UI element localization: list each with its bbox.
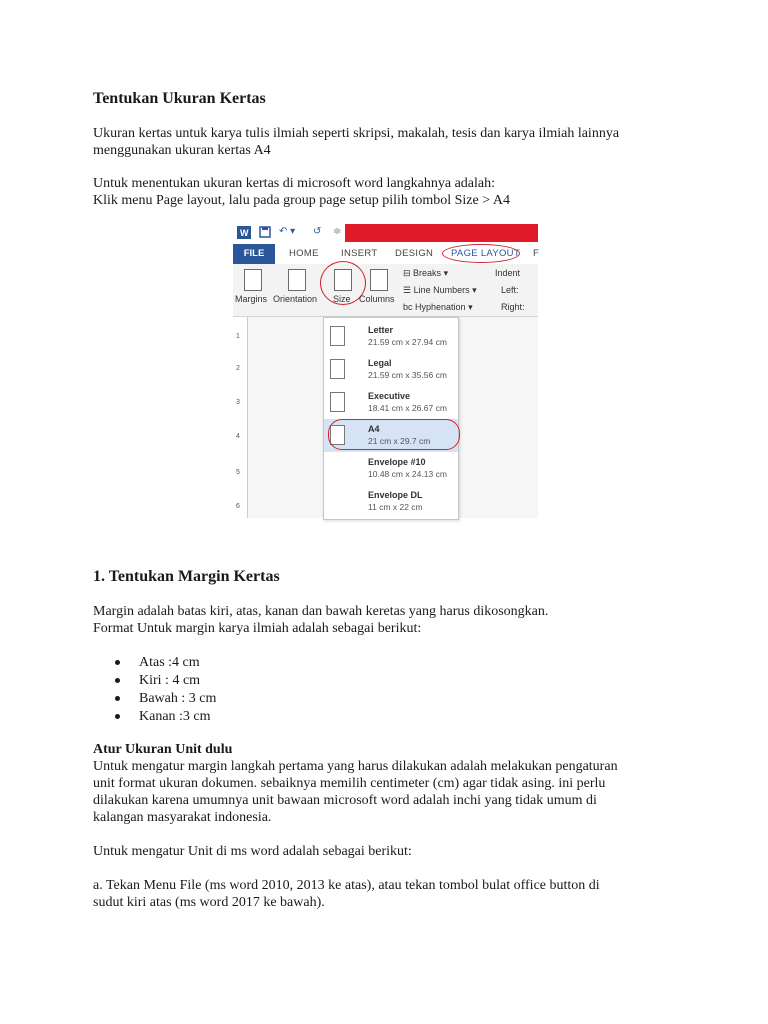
paragraph-line: Ukuran kertas untuk karya tulis ilmiah seperti skripsi, makalah, tesis dan karya ilmiah lainnya [93, 126, 620, 141]
page-icon [330, 359, 345, 379]
size-dims: 10.48 cm x 24.13 cm [368, 469, 447, 479]
paragraph-line: menggunakan ukuran kertas A4 [93, 143, 271, 158]
page-icon [330, 392, 345, 412]
quick-access-toolbar [233, 222, 538, 244]
size-name: Envelope DL [368, 490, 423, 500]
list-item [115, 708, 216, 726]
paragraph-line: Format Untuk margin karya ilmiah adalah sebagai berikut: [93, 621, 422, 636]
customize-icon: ≑ [333, 226, 342, 237]
bullet-icon [115, 696, 120, 701]
size-name: Envelope #10 [368, 457, 426, 467]
paragraph-line: kalangan masyarakat indonesia. [93, 810, 272, 825]
undo-icon: ↶ ▾ [279, 226, 296, 237]
size-dims: 21 cm x 29.7 cm [368, 436, 431, 446]
list-item-text: Kanan :3 cm [139, 709, 211, 724]
size-option-legal [324, 353, 458, 386]
subsection-title: Atur Ukuran Unit dulu [93, 742, 233, 757]
indent-right: Right: [501, 302, 525, 312]
tab-insert: INSERT [341, 248, 378, 259]
size-option-executive [324, 386, 458, 419]
redo-icon: ↺ [313, 226, 322, 237]
paragraph-line: sudut kiri atas (ms word 2017 ke bawah). [93, 895, 325, 910]
paragraph-line: a. Tekan Menu File (ms word 2010, 2013 ke atas), atau tekan tombol bulat office button di [93, 878, 600, 893]
bullet-icon [115, 660, 120, 665]
size-dims: 18.41 cm x 26.67 cm [368, 403, 447, 413]
hyphenation-label: bc Hyphenation ▾ [403, 302, 473, 312]
columns-icon [370, 269, 388, 291]
list-item [115, 690, 216, 708]
size-name: Legal [368, 358, 392, 368]
paragraph-line: unit format ukuran dokumen. sebaiknya memilih centimeter (cm) agar tidak asing. ini perlu [93, 776, 606, 791]
section-title-margin: 1. Tentukan Margin Kertas [93, 568, 280, 585]
line-numbers-label: ☰ Line Numbers ▾ [403, 285, 477, 295]
indent-title: Indent [495, 268, 521, 278]
title-bar-redacted [345, 224, 538, 242]
save-icon [259, 226, 271, 241]
size-dims: 21.59 cm x 27.94 cm [368, 337, 447, 347]
page-icon [330, 326, 345, 346]
tab-more: F [533, 248, 540, 259]
ruler-mark: 1 [236, 333, 240, 340]
bullet-icon [115, 714, 120, 719]
list-item-text: Kiri : 4 cm [139, 673, 201, 688]
page-layout-highlight [442, 244, 520, 263]
svg-text:W: W [240, 228, 249, 238]
orientation-icon [288, 269, 306, 291]
breaks-label: ⊟ Breaks ▾ [403, 268, 449, 278]
indent-left: Left: [501, 285, 519, 295]
columns-label: Columns [359, 294, 395, 304]
orientation-label: Orientation [273, 294, 318, 304]
ruler-mark: 2 [236, 365, 240, 372]
ruler-mark: 3 [236, 399, 240, 406]
size-label: Size [333, 294, 351, 304]
size-option-letter [324, 320, 458, 353]
size-name: A4 [368, 424, 380, 434]
size-name: Letter [368, 325, 394, 335]
tab-file: FILE [233, 244, 275, 264]
margins-icon [244, 269, 262, 291]
a4-highlight [328, 419, 460, 450]
size-option-envelope-10 [324, 452, 458, 485]
paragraph-line: Margin adalah batas kiri, atas, kanan dan bawah keretas yang harus dikosongkan. [93, 604, 549, 619]
ribbon-page-setup [233, 264, 538, 317]
paragraph-line: Untuk menentukan ukuran kertas di microsoft word langkahnya adalah: [93, 176, 495, 191]
ruler-mark: 6 [236, 503, 240, 510]
paragraph-line: Klik menu Page layout, lalu pada group page setup pilih tombol Size > A4 [93, 193, 510, 208]
ruler-mark: 4 [236, 433, 240, 440]
bullet-icon [115, 678, 120, 683]
list-item-text: Bawah : 3 cm [139, 691, 217, 706]
word-logo-icon [237, 226, 251, 242]
section-title-paper-size: Tentukan Ukuran Kertas [93, 90, 266, 107]
word-page-size-screenshot [233, 222, 538, 518]
size-dims: 11 cm x 22 cm [368, 502, 423, 512]
ruler-mark: 5 [236, 469, 240, 476]
list-item [115, 654, 216, 672]
paragraph-line: Untuk mengatur Unit di ms word adalah sebagai berikut: [93, 844, 412, 859]
size-name: Executive [368, 391, 411, 401]
vertical-ruler [233, 317, 248, 518]
list-item-text: Atas :4 cm [139, 655, 200, 670]
list-item [115, 672, 216, 690]
margin-list [115, 654, 216, 726]
paragraph-line: Untuk mengatur margin langkah pertama yang harus dilakukan adalah melakukan pengaturan [93, 759, 618, 774]
size-option-envelope-dl [324, 485, 458, 518]
tab-design: DESIGN [395, 248, 434, 259]
tab-home: HOME [289, 248, 319, 259]
tab-page-layout: PAGE LAYOUT [451, 248, 520, 259]
paragraph-line: dilakukan karena umumnya unit bawaan microsoft word adalah inchi yang tidak umum di [93, 793, 597, 808]
margins-label: Margins [235, 294, 268, 304]
size-dims: 21.59 cm x 35.56 cm [368, 370, 447, 380]
